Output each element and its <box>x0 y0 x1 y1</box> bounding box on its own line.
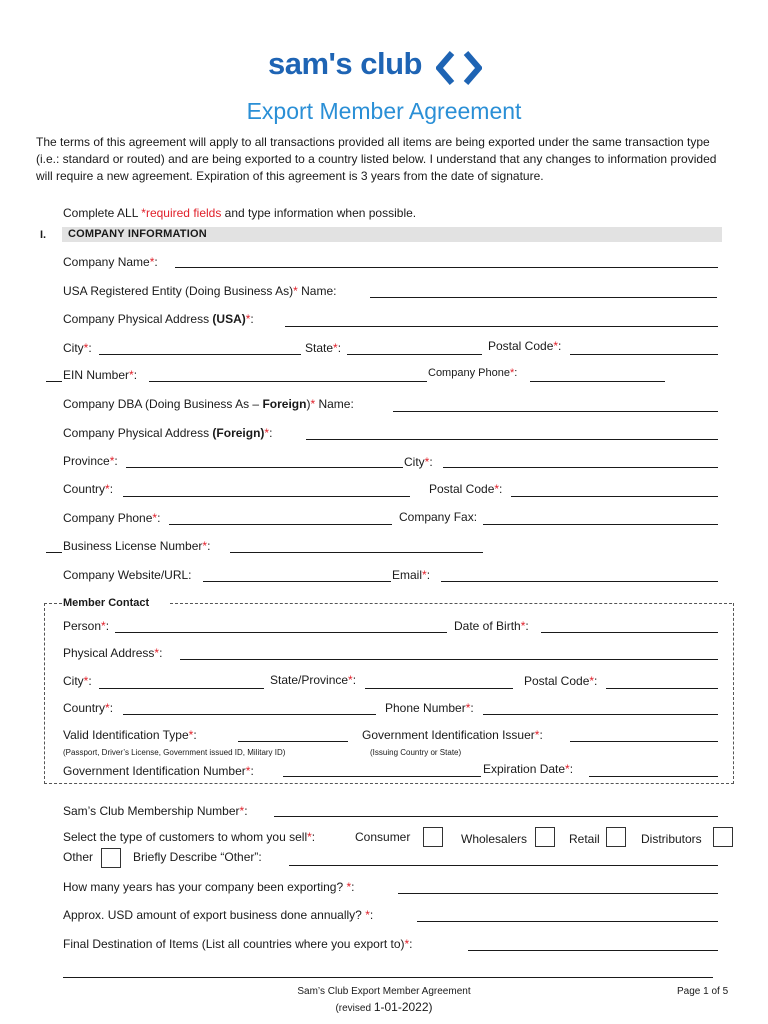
consumer-label: Consumer <box>355 830 411 844</box>
intro-paragraph: The terms of this agreement will apply to all transactions provided all items are being exported under the same transaction type (i.e.: standard or routed) and are being exported to a country listed below. I understand that any changes to information provided will require a new agreement. Expiration of this agreement is 3 years from the date of signature. <box>36 135 717 183</box>
wholesalers-checkbox[interactable] <box>535 827 555 847</box>
distributors-checkbox[interactable] <box>713 827 733 847</box>
physical-address-field[interactable] <box>180 659 718 660</box>
years-exporting-field[interactable] <box>398 893 718 894</box>
contact-city-field[interactable] <box>99 688 264 689</box>
company-phone-field[interactable] <box>169 524 392 525</box>
company-phone-small-field[interactable] <box>530 381 665 382</box>
province-field[interactable] <box>126 467 403 468</box>
expiration-label: Expiration Date*: <box>483 762 574 776</box>
describe-other-label: Briefly Describe “Other”: <box>133 850 262 864</box>
footer-revised: (revised 1-01-2022) <box>335 1000 433 1014</box>
distributors-label: Distributors <box>641 832 702 846</box>
state-province-label: State/Province*: <box>270 673 357 687</box>
state-label: State*: <box>305 341 342 355</box>
ein-label: EIN Number*: <box>63 368 138 382</box>
instructions: Complete ALL *required fields and type information when possible. <box>63 206 417 220</box>
gov-number-field[interactable] <box>283 776 481 777</box>
dob-label: Date of Birth*: <box>454 619 529 633</box>
website-label: Company Website/URL: <box>63 568 192 582</box>
physical-address-label: Physical Address*: <box>63 646 163 660</box>
postal-code-field[interactable] <box>570 354 718 355</box>
dob-field[interactable] <box>541 632 718 633</box>
phys-address-foreign-label: Company Physical Address (Foreign)*: <box>63 426 273 440</box>
footer-page: Page 1 of 5 <box>677 986 729 997</box>
valid-id-label: Valid Identification Type*: <box>63 728 197 742</box>
footer-doc-name: Sam’s Club Export Member Agreement <box>297 986 471 997</box>
other-checkbox[interactable] <box>101 848 121 868</box>
other-label: Other <box>63 850 94 864</box>
phys-address-foreign-field[interactable] <box>306 439 718 440</box>
usa-entity-field[interactable] <box>370 297 717 298</box>
email-field[interactable] <box>441 581 718 582</box>
spark-chevron-icon <box>436 50 482 86</box>
usd-amount-label: Approx. USD amount of export business done annually? *: <box>63 908 374 922</box>
person-field[interactable] <box>115 632 447 633</box>
state-field[interactable] <box>347 354 482 355</box>
phys-address-usa-field[interactable] <box>285 326 718 327</box>
business-license-label: Business License Number*: <box>63 539 211 553</box>
usd-amount-field[interactable] <box>417 921 718 922</box>
country-label: Country*: <box>63 482 114 496</box>
valid-id-note: (Passport, Driver’s License, Government issued ID, Military ID) <box>63 748 286 757</box>
website-field[interactable] <box>203 581 391 582</box>
wholesalers-label: Wholesalers <box>461 832 528 846</box>
state-province-field[interactable] <box>365 688 513 689</box>
province-label: Province*: <box>63 454 118 468</box>
contact-postal-label: Postal Code*: <box>524 674 598 688</box>
membership-field[interactable] <box>274 816 718 817</box>
contact-country-label: Country*: <box>63 701 114 715</box>
city-foreign-field[interactable] <box>443 467 718 468</box>
dba-foreign-label: Company DBA (Doing Business As – Foreign)* Name: <box>63 397 354 411</box>
phone-number-field[interactable] <box>483 714 718 715</box>
gov-number-label: Government Identification Number*: <box>63 764 254 778</box>
consumer-checkbox[interactable] <box>423 827 443 847</box>
email-label: Email*: <box>392 568 431 582</box>
phys-address-usa-label: Company Physical Address (USA)*: <box>63 312 254 326</box>
city-foreign-label: City*: <box>404 455 433 469</box>
contact-postal-field[interactable] <box>606 688 718 689</box>
member-contact-title: Member Contact <box>63 597 150 609</box>
expiration-field[interactable] <box>589 776 718 777</box>
gov-issuer-field[interactable] <box>570 741 718 742</box>
footer-divider <box>63 977 713 978</box>
section-number: I. <box>40 229 47 241</box>
postal-code-foreign-field[interactable] <box>511 496 718 497</box>
license-prefix-line <box>46 552 62 553</box>
final-destination-field[interactable] <box>468 950 718 951</box>
company-phone-label: Company Phone*: <box>63 511 161 525</box>
gov-issuer-note: (Issuing Country or State) <box>370 748 462 757</box>
city-field[interactable] <box>99 354 301 355</box>
phone-number-label: Phone Number*: <box>385 701 474 715</box>
contact-city-label: City*: <box>63 674 92 688</box>
valid-id-field[interactable] <box>238 741 348 742</box>
brand-wordmark: sam's club <box>268 46 422 81</box>
person-label: Person*: <box>63 619 110 633</box>
section-title: COMPANY INFORMATION <box>68 228 207 240</box>
retail-label: Retail <box>569 832 600 846</box>
ein-field[interactable] <box>149 381 427 382</box>
section-header <box>62 227 722 242</box>
usa-entity-label: USA Registered Entity (Doing Business As)* Name: <box>63 284 337 298</box>
country-field[interactable] <box>123 496 410 497</box>
retail-checkbox[interactable] <box>606 827 626 847</box>
years-exporting-label: How many years has your company been exporting? *: <box>63 880 355 894</box>
page-title: Export Member Agreement <box>246 98 522 124</box>
company-name-label: Company Name*: <box>63 255 158 269</box>
dba-foreign-field[interactable] <box>393 411 718 412</box>
membership-label: Sam’s Club Membership Number*: <box>63 804 248 818</box>
final-destination-label: Final Destination of Items (List all countries where you export to)*: <box>63 937 413 951</box>
customer-type-label: Select the type of customers to whom you sell*: <box>63 830 316 844</box>
business-license-field[interactable] <box>230 552 483 553</box>
company-name-field[interactable] <box>175 267 718 268</box>
company-fax-label: Company Fax: <box>399 510 478 524</box>
describe-other-field[interactable] <box>289 865 718 866</box>
gov-issuer-label: Government Identification Issuer*: <box>362 728 543 742</box>
postal-code-foreign-label: Postal Code*: <box>429 482 503 496</box>
company-fax-field[interactable] <box>483 524 718 525</box>
contact-country-field[interactable] <box>123 714 376 715</box>
company-phone-small-label: Company Phone*: <box>428 367 518 379</box>
ein-prefix-line <box>46 381 62 382</box>
required-fields-note: *required fields <box>141 206 222 220</box>
postal-code-label: Postal Code*: <box>488 339 562 353</box>
city-label: City*: <box>63 341 92 355</box>
